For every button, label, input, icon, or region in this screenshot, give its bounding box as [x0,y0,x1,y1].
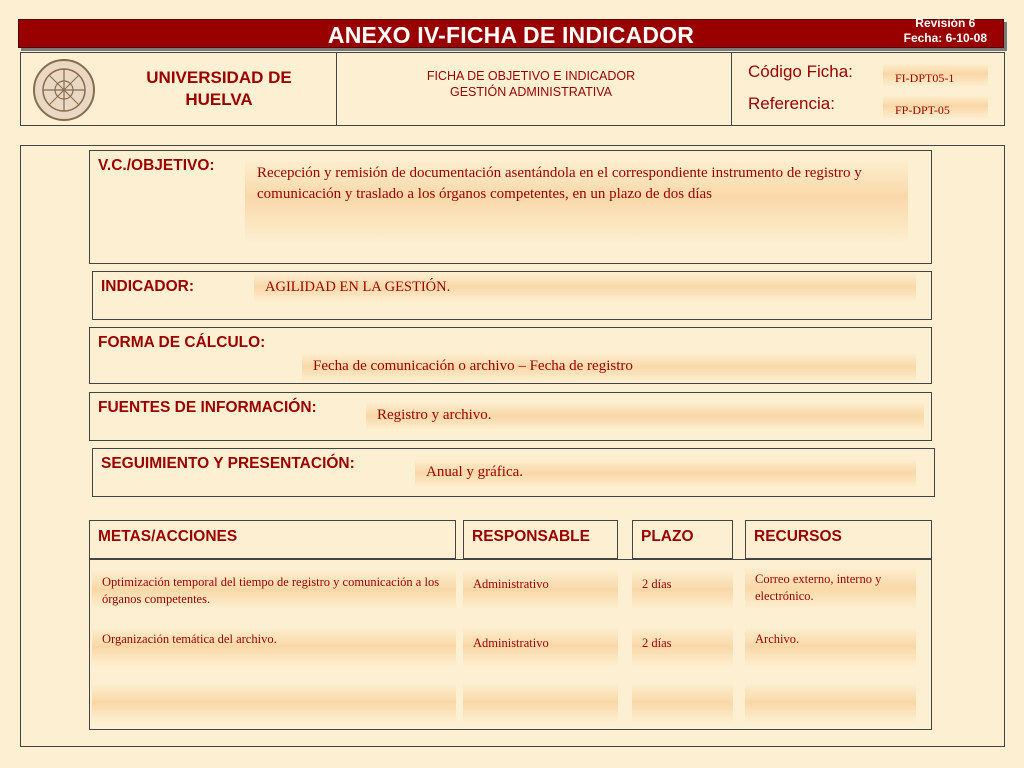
objetivo-value: Recepción y remisión de documentación asentándola en el correspondiente instrumento de registro y comunicación y traslado a los órganos competentes, en un plazo de dos días [245,157,908,245]
calculo-label: FORMA DE CÁLCULO: [98,334,266,351]
table-cell-responsable-2: Administrativo [463,626,618,667]
table-cell-metas-2: Organización temática del archivo. [92,626,456,667]
university-line1: UNIVERSIDAD DE [146,68,292,87]
calculo-value: Fecha de comunicación o archivo – Fecha de registro [302,352,916,382]
codigo-ficha-value: FI-DPT05-1 [883,63,988,87]
header-table [20,52,1005,126]
table-cell-recursos-2: Archivo. [745,626,916,667]
table-cell-responsable-1: Administrativo [463,569,618,610]
header-metas-label: METAS/ACCIONES [98,528,238,545]
ficha-line1: FICHA DE OBJETIVO E INDICADOR [426,69,636,83]
table-cell-metas-3 [92,682,456,723]
referencia-value: FP-DPT-05 [883,95,988,119]
table-cell-plazo-1: 2 días [632,569,733,610]
header-responsable-label: RESPONSABLE [472,528,590,545]
header-plazo [632,520,733,559]
revision-info [904,16,987,46]
ficha-line2: GESTIÓN ADMINISTRATIVA [449,85,613,99]
referencia-label: Referencia: [748,94,835,113]
university-line2: HUELVA [185,90,253,109]
table-cell-plazo-3 [632,682,733,723]
header-recursos [745,520,932,559]
title-bar [18,16,1004,48]
seguimiento-label: SEGUIMIENTO Y PRESENTACIÓN: [101,455,355,472]
header-plazo-label: PLAZO [641,528,694,545]
page-title: ANEXO IV-FICHA DE INDICADOR [327,22,695,48]
table-cell-recursos-3 [745,682,916,723]
header-metas [89,520,456,559]
date-text: Fecha: 6-10-08 [903,31,987,45]
revision-text: Revisión 6 [915,16,976,30]
table-cell-recursos-1: Correo externo, interno y electrónico. [745,566,916,610]
codigo-ficha-label: Código Ficha: [748,62,853,81]
fuentes-label: FUENTES DE INFORMACIÓN: [98,399,317,416]
university-seal-logo [32,58,96,122]
seguimiento-value: Anual y gráfica. [415,458,916,488]
header-recursos-label: RECURSOS [754,528,842,545]
objetivo-label: V.C./OBJETIVO: [98,157,215,174]
university-name [119,67,319,111]
ficha-title [336,68,726,100]
table-cell-metas-1: Optimización temporal del tiempo de registro y comunicación a los órganos competentes. [92,569,456,610]
fuentes-value: Registro y archivo. [366,401,924,431]
table-cell-responsable-3 [463,682,618,723]
indicador-value: AGILIDAD EN LA GESTIÓN. [254,272,916,302]
header-responsable [463,520,618,559]
table-cell-plazo-2: 2 días [632,626,733,667]
indicador-label: INDICADOR: [101,278,194,295]
